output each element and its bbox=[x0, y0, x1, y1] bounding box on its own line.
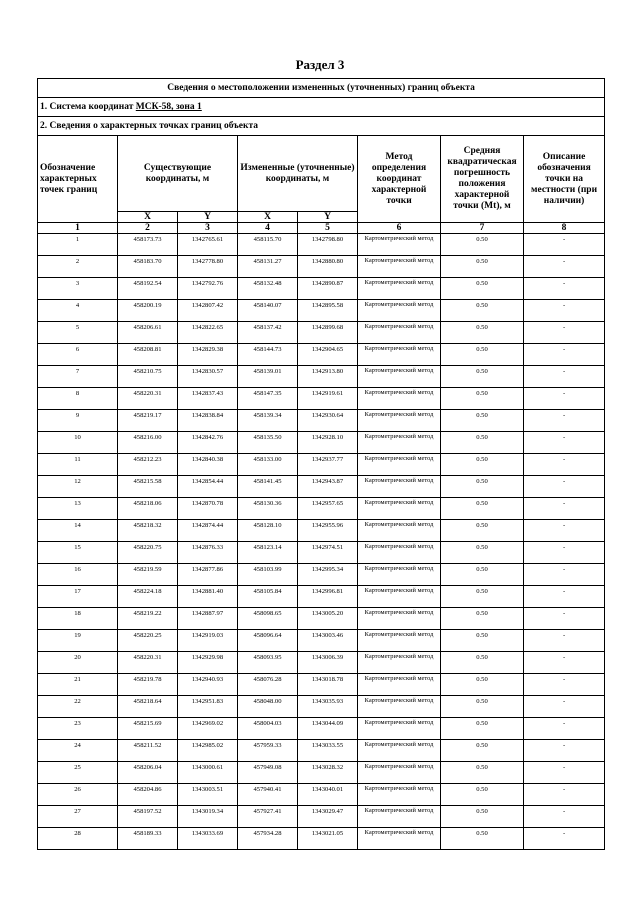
cell-error: 0.50 bbox=[441, 652, 524, 674]
section-heading: Раздел 3 bbox=[295, 57, 345, 72]
cell-existing-x: 458197.52 bbox=[118, 806, 178, 828]
cell-method: Картометрический метод bbox=[358, 806, 441, 828]
cell-existing-x: 458173.73 bbox=[118, 234, 178, 256]
cell-existing-x: 458206.04 bbox=[118, 762, 178, 784]
table-row bbox=[38, 542, 605, 564]
table-body bbox=[38, 234, 605, 850]
table-row bbox=[38, 630, 605, 652]
table-row bbox=[38, 564, 605, 586]
cell-existing-x: 458189.33 bbox=[118, 828, 178, 850]
cell-existing-x: 458212.23 bbox=[118, 454, 178, 476]
cell-method: Картометрический метод bbox=[358, 674, 441, 696]
cell-changed-x: 458141.45 bbox=[238, 476, 298, 498]
cell-error: 0.50 bbox=[441, 256, 524, 278]
table-row bbox=[38, 366, 605, 388]
col-header-existing-y: Y bbox=[178, 212, 238, 223]
cell-existing-x: 458204.86 bbox=[118, 784, 178, 806]
table-row bbox=[38, 828, 605, 850]
cell-existing-x: 458210.75 bbox=[118, 366, 178, 388]
cell-existing-x: 458216.00 bbox=[118, 432, 178, 454]
cell-point-number: 9 bbox=[38, 410, 118, 432]
cell-point-number: 4 bbox=[38, 300, 118, 322]
cell-description: - bbox=[524, 806, 605, 828]
cell-point-number: 6 bbox=[38, 344, 118, 366]
cell-point-number: 21 bbox=[38, 674, 118, 696]
cell-description: - bbox=[524, 520, 605, 542]
cell-error: 0.50 bbox=[441, 278, 524, 300]
cell-existing-x: 458192.54 bbox=[118, 278, 178, 300]
cell-changed-x: 458140.07 bbox=[238, 300, 298, 322]
cell-point-number: 10 bbox=[38, 432, 118, 454]
cell-existing-x: 458220.31 bbox=[118, 388, 178, 410]
cell-error: 0.50 bbox=[441, 454, 524, 476]
cell-changed-x: 458098.65 bbox=[238, 608, 298, 630]
cell-existing-y: 1342838.84 bbox=[178, 410, 238, 432]
cell-existing-y: 1342830.57 bbox=[178, 366, 238, 388]
cell-changed-x: 458103.99 bbox=[238, 564, 298, 586]
cell-changed-y: 1342904.65 bbox=[298, 344, 358, 366]
col-number: 6 bbox=[358, 223, 441, 234]
table-row bbox=[38, 718, 605, 740]
cell-changed-y: 1343040.01 bbox=[298, 784, 358, 806]
cell-existing-y: 1342969.02 bbox=[178, 718, 238, 740]
cell-method: Картометрический метод bbox=[358, 388, 441, 410]
cell-changed-x: 458048.00 bbox=[238, 696, 298, 718]
cell-description: - bbox=[524, 498, 605, 520]
table-row bbox=[38, 674, 605, 696]
cell-changed-y: 1343028.32 bbox=[298, 762, 358, 784]
table-row bbox=[38, 476, 605, 498]
cell-description: - bbox=[524, 410, 605, 432]
cell-changed-x: 458132.48 bbox=[238, 278, 298, 300]
cell-changed-x: 457959.33 bbox=[238, 740, 298, 762]
cell-existing-x: 458183.70 bbox=[118, 256, 178, 278]
cell-error: 0.50 bbox=[441, 322, 524, 344]
cell-point-number: 7 bbox=[38, 366, 118, 388]
col-number: 1 bbox=[38, 223, 118, 234]
cell-existing-y: 1342837.43 bbox=[178, 388, 238, 410]
cell-point-number: 25 bbox=[38, 762, 118, 784]
col-number: 3 bbox=[178, 223, 238, 234]
table-row bbox=[38, 498, 605, 520]
cell-existing-y: 1342854.44 bbox=[178, 476, 238, 498]
cell-changed-y: 1342937.77 bbox=[298, 454, 358, 476]
cell-existing-x: 458219.59 bbox=[118, 564, 178, 586]
cell-description: - bbox=[524, 718, 605, 740]
coordinate-system-value: МСК-58, зона 1 bbox=[135, 102, 202, 112]
cell-changed-x: 458137.42 bbox=[238, 322, 298, 344]
cell-method: Картометрический метод bbox=[358, 410, 441, 432]
cell-error: 0.50 bbox=[441, 542, 524, 564]
cell-existing-x: 458218.64 bbox=[118, 696, 178, 718]
cell-error: 0.50 bbox=[441, 520, 524, 542]
cell-error: 0.50 bbox=[441, 586, 524, 608]
cell-point-number: 20 bbox=[38, 652, 118, 674]
table-title: Сведения о местоположении измененных (уточненных) границ объекта bbox=[38, 79, 605, 98]
cell-point-number: 23 bbox=[38, 718, 118, 740]
cell-error: 0.50 bbox=[441, 476, 524, 498]
cell-method: Картометрический метод bbox=[358, 828, 441, 850]
col-header-method: Метод определения координат характерной точки bbox=[358, 136, 441, 223]
cell-error: 0.50 bbox=[441, 366, 524, 388]
cell-error: 0.50 bbox=[441, 630, 524, 652]
cell-error: 0.50 bbox=[441, 234, 524, 256]
cell-method: Картометрический метод bbox=[358, 498, 441, 520]
cell-method: Картометрический метод bbox=[358, 542, 441, 564]
cell-changed-y: 1342890.87 bbox=[298, 278, 358, 300]
cell-error: 0.50 bbox=[441, 608, 524, 630]
cell-existing-y: 1343033.69 bbox=[178, 828, 238, 850]
cell-existing-y: 1342874.44 bbox=[178, 520, 238, 542]
cell-existing-y: 1342778.80 bbox=[178, 256, 238, 278]
cell-existing-y: 1342929.98 bbox=[178, 652, 238, 674]
cell-method: Картометрический метод bbox=[358, 476, 441, 498]
cell-method: Картометрический метод bbox=[358, 718, 441, 740]
cell-description: - bbox=[524, 586, 605, 608]
cell-changed-y: 1342943.87 bbox=[298, 476, 358, 498]
cell-changed-y: 1343018.78 bbox=[298, 674, 358, 696]
cell-changed-x: 457940.41 bbox=[238, 784, 298, 806]
cell-existing-y: 1342887.97 bbox=[178, 608, 238, 630]
table-row bbox=[38, 740, 605, 762]
cell-point-number: 1 bbox=[38, 234, 118, 256]
cell-point-number: 28 bbox=[38, 828, 118, 850]
cell-description: - bbox=[524, 784, 605, 806]
cell-description: - bbox=[524, 696, 605, 718]
cell-method: Картометрический метод bbox=[358, 366, 441, 388]
cell-point-number: 17 bbox=[38, 586, 118, 608]
cell-point-number: 16 bbox=[38, 564, 118, 586]
cell-existing-y: 1342792.76 bbox=[178, 278, 238, 300]
cell-method: Картометрический метод bbox=[358, 652, 441, 674]
cell-existing-y: 1342876.33 bbox=[178, 542, 238, 564]
cell-description: - bbox=[524, 344, 605, 366]
cell-description: - bbox=[524, 366, 605, 388]
col-header-error: Средняя квадратическая погрешность положения характерной точки (Mt), м bbox=[441, 136, 524, 223]
cell-changed-y: 1342996.81 bbox=[298, 586, 358, 608]
cell-changed-x: 458144.73 bbox=[238, 344, 298, 366]
col-header-changed-y: Y bbox=[298, 212, 358, 223]
table-row bbox=[38, 520, 605, 542]
cell-existing-y: 1342842.76 bbox=[178, 432, 238, 454]
cell-description: - bbox=[524, 762, 605, 784]
cell-error: 0.50 bbox=[441, 696, 524, 718]
cell-existing-y: 1342940.93 bbox=[178, 674, 238, 696]
cell-changed-y: 1342928.10 bbox=[298, 432, 358, 454]
cell-method: Картометрический метод bbox=[358, 740, 441, 762]
cell-point-number: 3 bbox=[38, 278, 118, 300]
cell-error: 0.50 bbox=[441, 674, 524, 696]
cell-method: Картометрический метод bbox=[358, 564, 441, 586]
cell-error: 0.50 bbox=[441, 806, 524, 828]
cell-changed-x: 458130.36 bbox=[238, 498, 298, 520]
cell-existing-y: 1342870.78 bbox=[178, 498, 238, 520]
cell-point-number: 26 bbox=[38, 784, 118, 806]
cell-point-number: 11 bbox=[38, 454, 118, 476]
table-row bbox=[38, 432, 605, 454]
table-row bbox=[38, 322, 605, 344]
cell-existing-y: 1343000.61 bbox=[178, 762, 238, 784]
cell-changed-y: 1342957.65 bbox=[298, 498, 358, 520]
cell-existing-y: 1342840.38 bbox=[178, 454, 238, 476]
cell-changed-y: 1343006.39 bbox=[298, 652, 358, 674]
cell-method: Картометрический метод bbox=[358, 344, 441, 366]
cell-description: - bbox=[524, 674, 605, 696]
cell-changed-x: 458096.64 bbox=[238, 630, 298, 652]
cell-existing-x: 458200.19 bbox=[118, 300, 178, 322]
cell-error: 0.50 bbox=[441, 344, 524, 366]
cell-description: - bbox=[524, 322, 605, 344]
cell-changed-y: 1342955.96 bbox=[298, 520, 358, 542]
cell-method: Картометрический метод bbox=[358, 256, 441, 278]
cell-description: - bbox=[524, 300, 605, 322]
cell-changed-x: 458131.27 bbox=[238, 256, 298, 278]
cell-changed-x: 458139.01 bbox=[238, 366, 298, 388]
cell-changed-y: 1342798.80 bbox=[298, 234, 358, 256]
cell-description: - bbox=[524, 432, 605, 454]
table-row bbox=[38, 344, 605, 366]
cell-error: 0.50 bbox=[441, 740, 524, 762]
col-number: 5 bbox=[298, 223, 358, 234]
coordinate-system-row bbox=[38, 98, 605, 117]
cell-existing-x: 458220.31 bbox=[118, 652, 178, 674]
cell-changed-y: 1343005.20 bbox=[298, 608, 358, 630]
col-number: 4 bbox=[238, 223, 298, 234]
cell-changed-y: 1343003.46 bbox=[298, 630, 358, 652]
cell-description: - bbox=[524, 740, 605, 762]
cell-description: - bbox=[524, 652, 605, 674]
cell-error: 0.50 bbox=[441, 410, 524, 432]
cell-error: 0.50 bbox=[441, 564, 524, 586]
cell-point-number: 24 bbox=[38, 740, 118, 762]
col-header-description: Описание обозначения точки на местности (при наличии) bbox=[524, 136, 605, 223]
cell-description: - bbox=[524, 388, 605, 410]
cell-description: - bbox=[524, 630, 605, 652]
cell-changed-x: 458128.10 bbox=[238, 520, 298, 542]
cell-point-number: 15 bbox=[38, 542, 118, 564]
cell-existing-x: 458220.25 bbox=[118, 630, 178, 652]
cell-existing-y: 1342807.42 bbox=[178, 300, 238, 322]
col-number: 8 bbox=[524, 223, 605, 234]
cell-changed-x: 458123.14 bbox=[238, 542, 298, 564]
cell-description: - bbox=[524, 256, 605, 278]
cell-changed-x: 458133.00 bbox=[238, 454, 298, 476]
cell-point-number: 8 bbox=[38, 388, 118, 410]
cell-changed-x: 458115.70 bbox=[238, 234, 298, 256]
cell-existing-x: 458219.17 bbox=[118, 410, 178, 432]
cell-existing-y: 1343019.34 bbox=[178, 806, 238, 828]
cell-description: - bbox=[524, 278, 605, 300]
cell-method: Картометрический метод bbox=[358, 784, 441, 806]
cell-changed-x: 458093.95 bbox=[238, 652, 298, 674]
cell-point-number: 5 bbox=[38, 322, 118, 344]
cell-description: - bbox=[524, 564, 605, 586]
table-row bbox=[38, 652, 605, 674]
cell-changed-x: 458135.50 bbox=[238, 432, 298, 454]
cell-changed-x: 458105.84 bbox=[238, 586, 298, 608]
cell-method: Картометрический метод bbox=[358, 630, 441, 652]
cell-changed-y: 1343044.09 bbox=[298, 718, 358, 740]
cell-point-number: 27 bbox=[38, 806, 118, 828]
cell-existing-y: 1342822.65 bbox=[178, 322, 238, 344]
table-row bbox=[38, 696, 605, 718]
cell-method: Картометрический метод bbox=[358, 762, 441, 784]
col-header-existing-x: X bbox=[118, 212, 178, 223]
cell-existing-y: 1343003.51 bbox=[178, 784, 238, 806]
cell-existing-y: 1342951.83 bbox=[178, 696, 238, 718]
table-row bbox=[38, 410, 605, 432]
boundary-points-table bbox=[37, 78, 605, 850]
cell-changed-y: 1342919.61 bbox=[298, 388, 358, 410]
cell-method: Картометрический метод bbox=[358, 234, 441, 256]
cell-changed-y: 1342995.34 bbox=[298, 564, 358, 586]
cell-existing-y: 1342881.40 bbox=[178, 586, 238, 608]
cell-existing-y: 1342919.03 bbox=[178, 630, 238, 652]
cell-method: Картометрический метод bbox=[358, 322, 441, 344]
cell-point-number: 2 bbox=[38, 256, 118, 278]
points-section-title: 2. Сведения о характерных точках границ объекта bbox=[38, 117, 605, 136]
cell-existing-x: 458224.18 bbox=[118, 586, 178, 608]
cell-changed-x: 458139.34 bbox=[238, 410, 298, 432]
col-header-changed-x: X bbox=[238, 212, 298, 223]
table-row bbox=[38, 608, 605, 630]
cell-changed-x: 457949.08 bbox=[238, 762, 298, 784]
table-row bbox=[38, 278, 605, 300]
cell-existing-x: 458211.52 bbox=[118, 740, 178, 762]
cell-existing-x: 458215.58 bbox=[118, 476, 178, 498]
cell-point-number: 18 bbox=[38, 608, 118, 630]
cell-existing-x: 458215.69 bbox=[118, 718, 178, 740]
cell-changed-x: 458076.28 bbox=[238, 674, 298, 696]
cell-existing-x: 458206.61 bbox=[118, 322, 178, 344]
cell-existing-x: 458218.06 bbox=[118, 498, 178, 520]
table-row bbox=[38, 806, 605, 828]
cell-method: Картометрический метод bbox=[358, 432, 441, 454]
cell-changed-x: 457934.28 bbox=[238, 828, 298, 850]
table-row bbox=[38, 454, 605, 476]
cell-changed-y: 1342899.68 bbox=[298, 322, 358, 344]
cell-existing-x: 458218.32 bbox=[118, 520, 178, 542]
cell-description: - bbox=[524, 476, 605, 498]
cell-existing-y: 1342985.02 bbox=[178, 740, 238, 762]
col-number: 7 bbox=[441, 223, 524, 234]
cell-description: - bbox=[524, 454, 605, 476]
cell-method: Картометрический метод bbox=[358, 608, 441, 630]
table-row bbox=[38, 388, 605, 410]
cell-existing-y: 1342829.38 bbox=[178, 344, 238, 366]
cell-existing-x: 458208.81 bbox=[118, 344, 178, 366]
cell-changed-y: 1343033.55 bbox=[298, 740, 358, 762]
cell-changed-y: 1342913.80 bbox=[298, 366, 358, 388]
cell-method: Картометрический метод bbox=[358, 300, 441, 322]
cell-point-number: 22 bbox=[38, 696, 118, 718]
col-header-changed: Измененные (уточненные) координаты, м bbox=[238, 136, 358, 212]
coordinate-system-label: 1. Система координат bbox=[40, 102, 136, 112]
cell-error: 0.50 bbox=[441, 498, 524, 520]
cell-existing-y: 1342765.61 bbox=[178, 234, 238, 256]
cell-changed-y: 1342895.58 bbox=[298, 300, 358, 322]
cell-changed-x: 457927.41 bbox=[238, 806, 298, 828]
cell-point-number: 12 bbox=[38, 476, 118, 498]
cell-changed-x: 458147.35 bbox=[238, 388, 298, 410]
cell-point-number: 13 bbox=[38, 498, 118, 520]
cell-changed-y: 1343035.93 bbox=[298, 696, 358, 718]
table-row bbox=[38, 762, 605, 784]
cell-description: - bbox=[524, 828, 605, 850]
cell-changed-y: 1343021.05 bbox=[298, 828, 358, 850]
col-header-designation: Обозначение характерных точек границ bbox=[38, 136, 118, 223]
cell-existing-x: 458220.75 bbox=[118, 542, 178, 564]
cell-changed-y: 1342974.51 bbox=[298, 542, 358, 564]
cell-error: 0.50 bbox=[441, 388, 524, 410]
cell-changed-x: 458004.03 bbox=[238, 718, 298, 740]
cell-error: 0.50 bbox=[441, 828, 524, 850]
cell-changed-y: 1342930.64 bbox=[298, 410, 358, 432]
col-header-existing: Существующие координаты, м bbox=[118, 136, 238, 212]
table-row bbox=[38, 234, 605, 256]
table-row bbox=[38, 300, 605, 322]
cell-point-number: 14 bbox=[38, 520, 118, 542]
cell-error: 0.50 bbox=[441, 432, 524, 454]
cell-method: Картометрический метод bbox=[358, 454, 441, 476]
cell-description: - bbox=[524, 234, 605, 256]
col-number: 2 bbox=[118, 223, 178, 234]
cell-description: - bbox=[524, 608, 605, 630]
cell-method: Картометрический метод bbox=[358, 586, 441, 608]
cell-method: Картометрический метод bbox=[358, 520, 441, 542]
cell-method: Картометрический метод bbox=[358, 696, 441, 718]
cell-error: 0.50 bbox=[441, 300, 524, 322]
cell-changed-y: 1343029.47 bbox=[298, 806, 358, 828]
table-row bbox=[38, 586, 605, 608]
cell-existing-x: 458219.78 bbox=[118, 674, 178, 696]
cell-description: - bbox=[524, 542, 605, 564]
table-row bbox=[38, 256, 605, 278]
cell-existing-y: 1342877.86 bbox=[178, 564, 238, 586]
cell-method: Картометрический метод bbox=[358, 278, 441, 300]
table-row bbox=[38, 784, 605, 806]
cell-existing-x: 458219.22 bbox=[118, 608, 178, 630]
cell-point-number: 19 bbox=[38, 630, 118, 652]
cell-changed-y: 1342880.80 bbox=[298, 256, 358, 278]
cell-error: 0.50 bbox=[441, 718, 524, 740]
cell-error: 0.50 bbox=[441, 784, 524, 806]
cell-error: 0.50 bbox=[441, 762, 524, 784]
